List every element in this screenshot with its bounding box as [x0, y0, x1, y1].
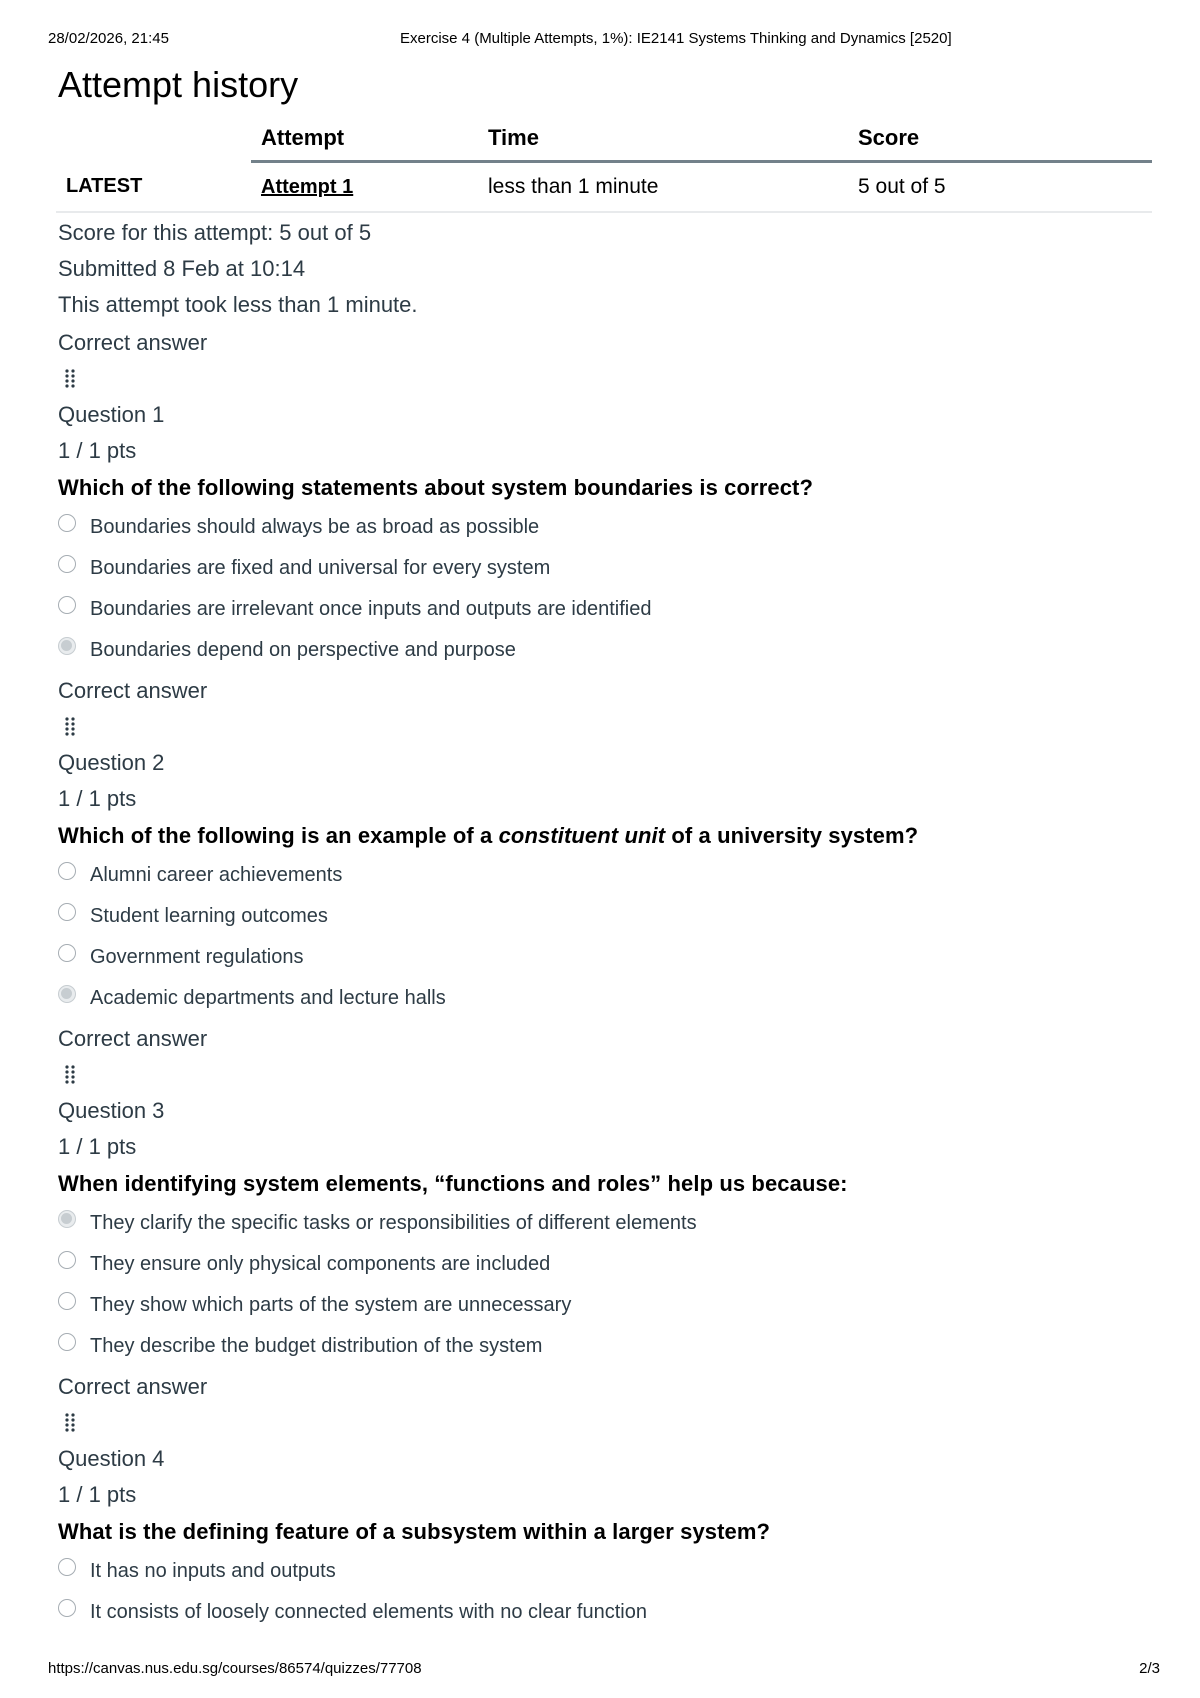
question-text-emphasis: constituent unit: [498, 823, 666, 848]
answer-option[interactable]: [58, 548, 1150, 589]
answer-option[interactable]: [58, 1244, 1150, 1285]
table-row: [56, 162, 1152, 213]
answer-option[interactable]: [58, 1285, 1150, 1326]
answer-option[interactable]: [58, 855, 1150, 896]
answer-label: It consists of loosely connected elements with no clear function: [90, 1601, 647, 1623]
attempt-history-table: [56, 116, 1152, 213]
question-points: 1 / 1 pts: [58, 438, 137, 463]
question-text: Which of the following statements about system boundaries is correct?: [58, 475, 814, 500]
answer-label: It has no inputs and outputs: [90, 1560, 336, 1582]
answer-option[interactable]: [58, 507, 1150, 548]
answer-label: They show which parts of the system are unnecessary: [90, 1294, 572, 1316]
radio-button[interactable]: [58, 596, 76, 614]
question-number: Question 4: [58, 1446, 165, 1471]
answer-option[interactable]: [58, 1592, 1150, 1633]
question-1: [58, 325, 1150, 671]
radio-button[interactable]: [58, 1251, 76, 1269]
drag-handle-icon: [58, 361, 1150, 397]
question-4: [58, 1369, 1150, 1633]
answer-option[interactable]: [58, 937, 1150, 978]
quiz-content: [58, 60, 1150, 1633]
radio-button[interactable]: [58, 1292, 76, 1310]
correct-answer-label: Correct answer: [58, 678, 208, 703]
question-number: Question 1: [58, 402, 165, 427]
question-number: Question 2: [58, 750, 165, 775]
column-header-attempt: Attempt: [251, 116, 478, 162]
radio-button[interactable]: [58, 862, 76, 880]
column-header-score: Score: [848, 116, 1152, 162]
radio-button-selected[interactable]: [58, 1210, 76, 1228]
answer-option[interactable]: [58, 1203, 1150, 1244]
answer-label: They describe the budget distribution of the system: [90, 1335, 543, 1357]
attempt-history-heading: Attempt history: [58, 64, 299, 105]
radio-button[interactable]: [58, 903, 76, 921]
print-url: https://canvas.nus.edu.sg/courses/86574/quizzes/77708: [48, 1660, 422, 1677]
attempt-score: 5 out of 5: [848, 162, 1152, 213]
answer-label: Boundaries are irrelevant once inputs and outputs are identified: [90, 598, 652, 620]
question-text-start: Which of the following is an example of a: [58, 823, 499, 848]
answer-label: Alumni career achievements: [90, 864, 343, 886]
radio-button[interactable]: [58, 1599, 76, 1617]
radio-button[interactable]: [58, 555, 76, 573]
attempt-time: less than 1 minute: [478, 162, 848, 213]
attempt-1-link[interactable]: Attempt 1: [251, 162, 478, 213]
print-header: [48, 30, 1160, 50]
table-header-row: [56, 116, 1152, 162]
answer-label: Boundaries depend on perspective and purpose: [90, 639, 516, 661]
question-3: [58, 1021, 1150, 1367]
answer-label: Student learning outcomes: [90, 905, 328, 927]
answer-option[interactable]: [58, 589, 1150, 630]
print-page-title: Exercise 4 (Multiple Attempts, 1%): IE2141 Systems Thinking and Dynamics [2520]: [400, 30, 952, 47]
submitted-time: Submitted 8 Feb at 10:14: [58, 256, 306, 281]
correct-answer-label: Correct answer: [58, 1026, 208, 1051]
correct-answer-label: Correct answer: [58, 1374, 208, 1399]
print-page-number: 2/3: [1139, 1660, 1160, 1677]
drag-handle-icon: [58, 709, 1150, 745]
question-text-end: of a university system?: [665, 823, 919, 848]
answer-label: Government regulations: [90, 946, 304, 968]
drag-handle-icon: [58, 1405, 1150, 1441]
column-header-blank: [56, 116, 251, 162]
attempt-duration: This attempt took less than 1 minute.: [58, 292, 418, 317]
answer-label: Boundaries are fixed and universal for every system: [90, 557, 551, 579]
print-footer: [48, 1660, 1160, 1680]
radio-button-selected[interactable]: [58, 985, 76, 1003]
question-points: 1 / 1 pts: [58, 1134, 137, 1159]
answer-label: They clarify the specific tasks or responsibilities of different elements: [90, 1212, 697, 1234]
answer-label: Academic departments and lecture halls: [90, 987, 446, 1009]
radio-button[interactable]: [58, 1558, 76, 1576]
answer-option[interactable]: [58, 630, 1150, 671]
question-number: Question 3: [58, 1098, 165, 1123]
answer-label: They ensure only physical components are included: [90, 1253, 551, 1275]
radio-button[interactable]: [58, 944, 76, 962]
answer-label: Boundaries should always be as broad as possible: [90, 516, 540, 538]
correct-answer-label: Correct answer: [58, 330, 208, 355]
question-text: What is the defining feature of a subsystem within a larger system?: [58, 1519, 771, 1544]
attempt-score-summary: Score for this attempt: 5 out of 5: [58, 220, 372, 245]
column-header-time: Time: [478, 116, 848, 162]
question-text: [58, 817, 1150, 855]
radio-button[interactable]: [58, 1333, 76, 1351]
question-points: 1 / 1 pts: [58, 1482, 137, 1507]
print-datetime: 28/02/2026, 21:45: [48, 30, 169, 47]
answer-option[interactable]: [58, 1326, 1150, 1367]
answer-option[interactable]: [58, 1551, 1150, 1592]
answer-option[interactable]: [58, 896, 1150, 937]
radio-button-selected[interactable]: [58, 637, 76, 655]
question-2: [58, 673, 1150, 1019]
latest-tag: LATEST: [56, 162, 251, 213]
question-points: 1 / 1 pts: [58, 786, 137, 811]
question-text: When identifying system elements, “functions and roles” help us because:: [58, 1171, 848, 1196]
drag-handle-icon: [58, 1057, 1150, 1093]
radio-button[interactable]: [58, 514, 76, 532]
answer-option[interactable]: [58, 978, 1150, 1019]
